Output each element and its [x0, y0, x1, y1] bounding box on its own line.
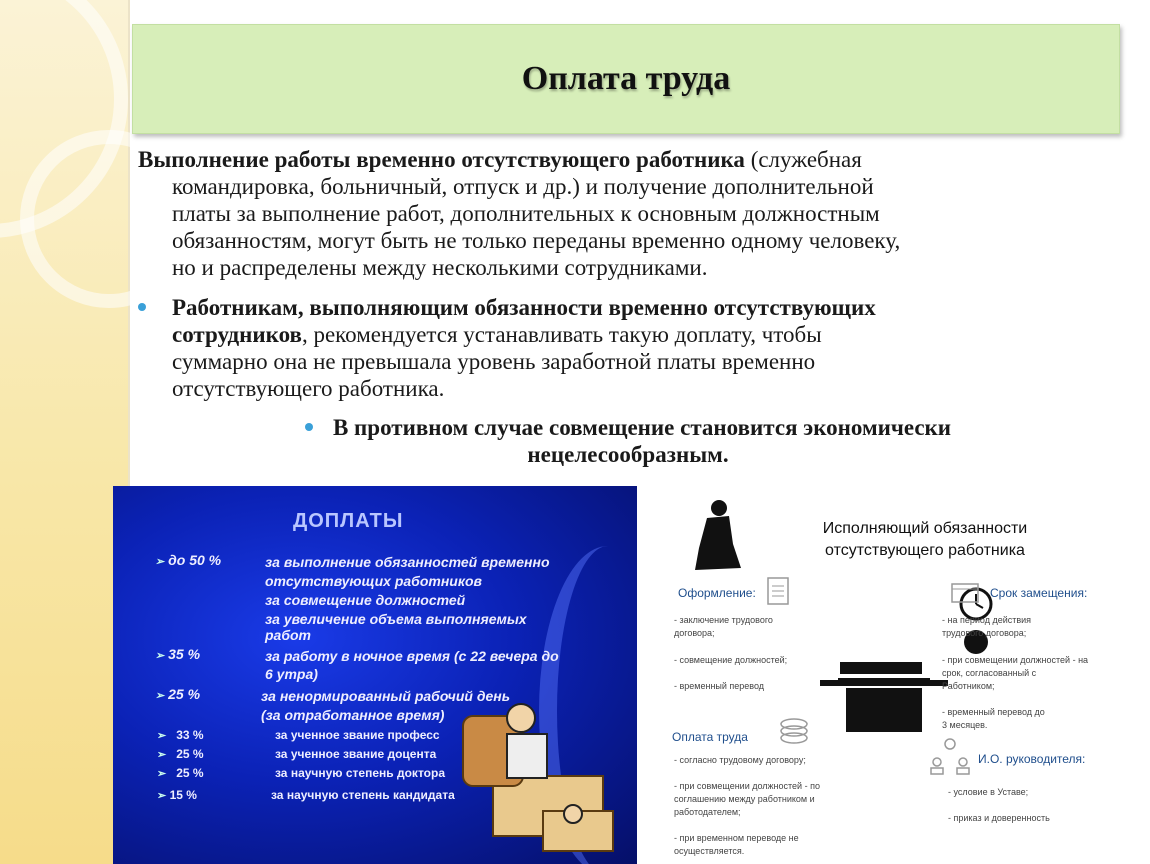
- doplaty-text: работ: [265, 627, 312, 643]
- doplaty-text: 6 утра): [265, 666, 318, 682]
- doplaty-pct: 35 %: [168, 646, 201, 662]
- bullet-2: [138, 414, 1118, 468]
- pay-item: - при совмещении должностей - по: [674, 781, 820, 791]
- doplaty-text: за работу в ночное время (с 22 вечера до: [265, 648, 559, 664]
- doplaty-text: за ученное звание професс: [275, 728, 440, 742]
- bullet-dot-icon: [138, 303, 146, 311]
- calendar-icon: [950, 582, 980, 604]
- srok-item: - на период действия: [942, 615, 1032, 625]
- infographic: [660, 490, 1130, 864]
- arrow-icon: ➢: [155, 650, 165, 662]
- para1-bold: Выполнение работы временно отсутствующего работника: [138, 147, 745, 172]
- oform-item: - заключение трудового: [674, 615, 773, 625]
- doplaty-text: за совмещение должностей: [265, 592, 466, 608]
- bullet1-line3: суммарно она не превышала уровень заработной платы временно: [172, 349, 816, 374]
- doplaty-text: за научную степень кандидата: [271, 788, 455, 802]
- slide-title: Оплата труда: [521, 60, 731, 97]
- infographic-title1: Исполняющий обязанности: [822, 520, 1028, 537]
- srok-label: Срок замещения:: [990, 586, 1088, 600]
- doplaty-pct: до 50 %: [168, 552, 222, 568]
- arrow-icon: ➢: [157, 730, 167, 742]
- srok-item: - при совмещении должностей - на: [942, 655, 1089, 665]
- oform-label: Оформление:: [678, 586, 756, 600]
- people-icon: [928, 736, 972, 776]
- pay-item: осуществляется.: [674, 846, 745, 856]
- para1-line3: платы за выполнение работ, дополнительных к основным должностным: [172, 201, 880, 226]
- doplaty-pct: 25 %: [168, 686, 201, 702]
- pay-item: - согласно трудовому договору;: [674, 755, 806, 765]
- srok-item: Работником;: [942, 681, 995, 691]
- bullet1-line4: отсутствующего работника.: [172, 376, 445, 401]
- para1-rest: (служебная: [744, 147, 862, 172]
- oform-item: договора;: [674, 628, 715, 638]
- doplaty-text: за научную степень доктора: [275, 766, 445, 780]
- paragraph-main: [138, 146, 1098, 281]
- doplaty-pct: 15 %: [169, 788, 197, 802]
- decorative-side-band: [0, 0, 130, 864]
- para1-line4: обязанностям, могут быть не только переданы временно одному человеку,: [172, 228, 901, 253]
- pay-label: Оплата труда: [672, 730, 748, 744]
- srok-item: 3 месяцев.: [942, 720, 988, 730]
- bullet1-rest2: , рекомендуется устанавливать такую доплату, чтобы: [301, 322, 822, 347]
- doplaty-text: за выполнение обязанностей временно: [265, 554, 550, 570]
- doplaty-pct: 25 %: [176, 766, 204, 780]
- doplaty-image: [113, 486, 637, 864]
- srok-item: - временный перевод до: [942, 707, 1045, 717]
- office-worker-clipart: [443, 696, 637, 864]
- doplaty-text: за увеличение объема выполняемых: [265, 611, 527, 627]
- bullet1-bold1: Работникам, выполняющим обязанности временно отсутствующих: [172, 295, 876, 320]
- doplaty-text: отсутствующих работников: [265, 573, 482, 589]
- bullet2-line2: нецелесообразным.: [527, 442, 729, 467]
- io-item: - приказ и доверенность: [948, 813, 1050, 823]
- para1-line5: но и распределены между несколькими сотрудниками.: [172, 255, 708, 280]
- srok-item: трудового договора;: [942, 628, 1027, 638]
- pay-item: - при временном переводе не: [674, 833, 799, 843]
- arrow-icon: ➢: [155, 556, 165, 568]
- doplaty-text: (за отработанное время): [261, 707, 445, 723]
- arrow-icon: ➢: [157, 790, 167, 802]
- doplaty-pct: 33 %: [176, 728, 204, 742]
- bullet-1: [138, 294, 1118, 402]
- bullet-dot-icon: [305, 423, 313, 431]
- infographic-title2: отсутствующего работника: [825, 542, 1025, 559]
- doplaty-text: за ненормированный рабочий день: [261, 688, 511, 704]
- arrow-icon: ➢: [155, 690, 165, 702]
- pay-item: соглашению между работником и: [674, 794, 815, 804]
- bullet2-line1: В противном случае совмещение становится экономически: [332, 415, 952, 440]
- title-banner: [132, 24, 1120, 134]
- arrow-icon: ➢: [157, 749, 167, 761]
- document-icon: [766, 576, 792, 606]
- desk-icon: [818, 640, 950, 736]
- doplaty-text: за ученное звание доцента: [275, 747, 437, 761]
- srok-item: срок, согласованный с: [942, 668, 1037, 678]
- arrow-icon: ➢: [157, 768, 167, 780]
- oform-item: - временный перевод: [674, 681, 765, 691]
- io-item: - условие в Уставе;: [948, 787, 1029, 797]
- bullet1-bold2: сотрудников: [172, 322, 302, 347]
- doplaty-pct: 25 %: [176, 747, 204, 761]
- thinker-icon: [685, 498, 745, 574]
- coins-icon: [778, 716, 812, 746]
- pay-item: работодателем;: [674, 807, 741, 817]
- doplaty-title: ДОПЛАТЫ: [293, 510, 404, 532]
- oform-item: - совмещение должностей;: [674, 655, 788, 665]
- para1-line2: командировка, больничный, отпуск и др.) и получение дополнительной: [172, 174, 874, 199]
- io-label: И.О. руководителя:: [978, 752, 1086, 766]
